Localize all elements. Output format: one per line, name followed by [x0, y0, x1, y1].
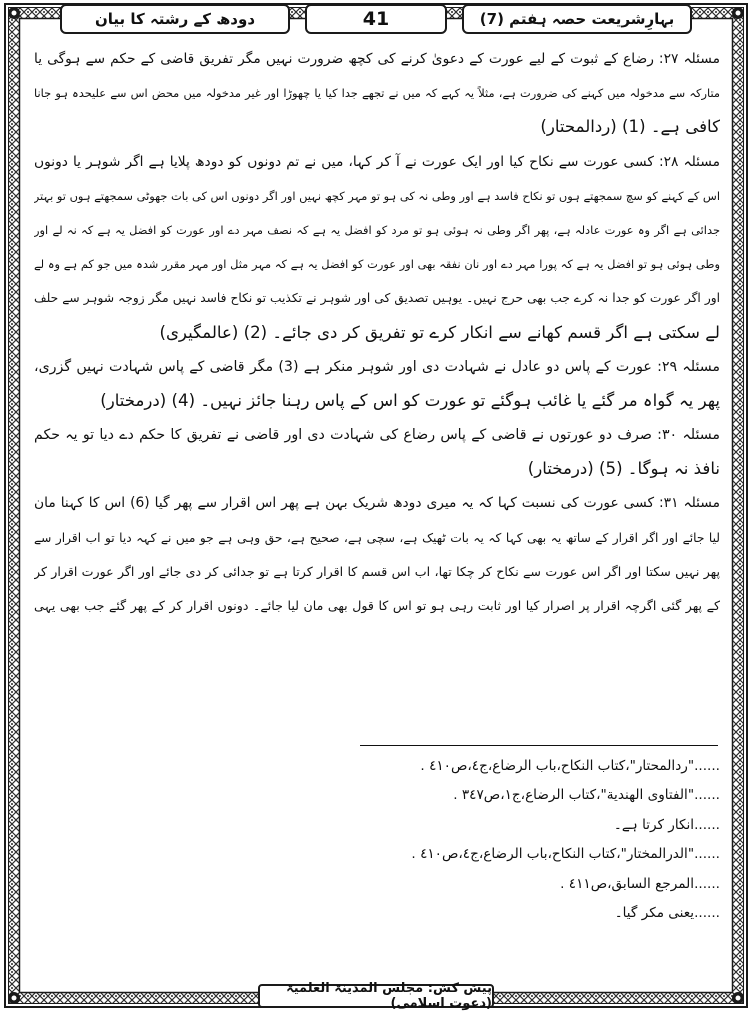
text-line: لے سکتی ہے اگر قسم کھانے سے انکار کرے تو تفریق کر دی جائے۔ (2) (عالمگیری): [159, 322, 720, 342]
footnote: ......"الفتاوى الهندية"،كتاب الرضاع،ج١،ص٣٤٧ .: [453, 787, 720, 804]
footnote: ......انکار کرتا ہے۔: [613, 816, 720, 833]
footnote: ......یعنی مکر گیا۔: [614, 904, 720, 921]
footnote: ......المرجع السابق،ص٤١١ .: [560, 875, 720, 892]
text-line: جدائی ہے اگر وہ عورت عادلہ ہے، پھر اگر وطی نہ ہوئی ہو تو مرد کو افضل یہ ہے کہ نصف مہر دے اور عورت کو افضل یہ ہے کہ نہ لے اور: [34, 222, 720, 237]
text-line: کافی ہے۔ (1) (ردالمحتار): [540, 117, 720, 137]
text-line: کے پھر گئی اگرچہ اقرار پر اصرار کیا اور ثابت رہی ہو تو اس کا قول بھی مان لیا جائے۔ دونوں اقرار کر کے پھر گئے جب بھی یہی: [34, 598, 720, 613]
page-number: 41: [305, 4, 447, 34]
text-line: مسئلہ ۳۱: کسی عورت کی نسبت کہا کہ یہ میری دودھ شریک بہن ہے پھر اس اقرار سے پھر گیا (6) اس کا کہنا مان: [34, 495, 720, 512]
footnote-divider: [360, 745, 718, 746]
footnotes: [34, 752, 720, 928]
text-line: نافذ نہ ہوگا۔ (5) (درمختار): [527, 459, 720, 479]
main-text: [34, 42, 720, 623]
text-line: مسئلہ ۲۸: کسی عورت سے نکاح کیا اور ایک عورت نے آ کر کہا، میں نے تم دونوں کو دودھ پلایا ہے اگر شوہر یا دونوں: [34, 153, 720, 170]
text-line: پھر نہیں سکتا اور اگر اس عورت سے نکاح کر چکا تھا، اب اس قسم کا اقرار کرتا ہے تو جدائی کر دی جائے اور اگر عورت اقرار کر: [34, 563, 720, 579]
text-line: وطی ہوئی ہو تو افضل یہ ہے کہ پورا مہر دے اور نان نفقہ بھی اور عورت کو افضل یہ ہے کہ مہر مثل اور مہر مقرر شدہ میں جو کم ہے وہ لے: [34, 257, 720, 272]
text-line: اس کے کہنے کو سچ سمجھتے ہوں تو نکاح فاسد ہے اور وطی نہ کی ہو تو مہر کچھ نہیں اور اگر دونوں اس کی بات جھوٹی سمجھتے ہوں تو بہتر: [34, 188, 720, 203]
text-line: اور اگر عورت کو جدا نہ کرے جب بھی حرج نہیں۔ یوہیں تصدیق کی اور شوہر نے تکذیب تو نکاح فاسد نہیں مگر زوجہ شوہر سے حلف: [34, 291, 720, 306]
footnote: ......"ردالمحتار"،كتاب النكاح،باب الرضاع،ج٤،ص٤١٠ .: [420, 758, 720, 774]
text-line: مسئلہ ۲۷: رضاع کے ثبوت کے لیے عورت کے دعویٰ کرنے کی کچھ ضرورت نہیں مگر تفریق قاضی کے حکم سے ہوگی یا: [34, 51, 720, 67]
chapter-title: دودھ کے رشتہ کا بیان: [60, 4, 290, 34]
text-line: پھر یہ گواہ مر گئے یا غائب ہوگئے تو عورت کو اس کے پاس رہنا جائز نہیں۔ (4) (درمختار): [100, 390, 720, 410]
book-title: بہارِشریعت حصہ ہفتم (7): [462, 4, 692, 34]
text-line: مسئلہ ۲۹: عورت کے پاس دو عادل نے شہادت دی اور شوہر منکر ہے (3) مگر قاضی کے پاس شہادت نہیں گزری،: [34, 358, 720, 375]
text-line: متارکہ سے مدخولہ میں کہنے کی ضرورت ہے، مثلاً یہ کہے کہ میں نے تجھے جدا کیا یا چھوڑا اور غیر مدخولہ میں محض اس سے علیحدہ ہو جانا: [34, 86, 720, 101]
page-header: [60, 4, 692, 34]
footnote: ......"الدرالمختار"،كتاب النكاح،باب الرضاع،ج٤،ص٤١٠ .: [411, 846, 720, 863]
text-line: مسئلہ ۳۰: صرف دو عورتوں نے قاضی کے پاس رضاع کی شہادت دی اور قاضی نے تفریق کا حکم دے دیا تو یہ حکم: [34, 427, 720, 444]
text-line: لیا جائے اور اگر اقرار کے ساتھ یہ بھی کہا کہ یہ بات ٹھیک ہے، سچی ہے، صحیح ہے، حق وہی ہے جو میں نے کہہ دیا تو اب اقرار سے: [34, 530, 720, 545]
publisher-footer: پیش کش: مجلس المدینۃ العلمیۃ (دعوت اسلامی): [258, 984, 494, 1008]
